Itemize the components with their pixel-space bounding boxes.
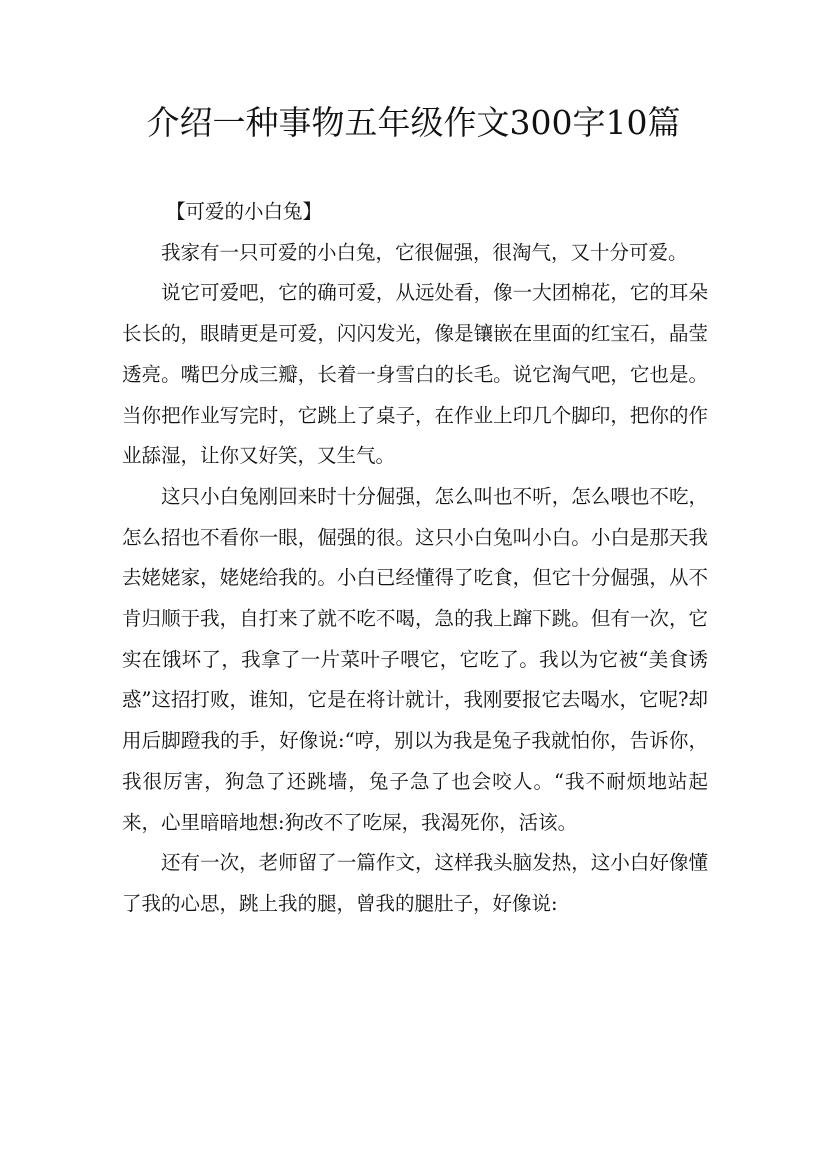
paragraph-1: 我家有一只可爱的小白兔，它很倔强，很淘气，又十分可爱。: [161, 240, 688, 264]
paragraph-2: 说它可爱吧，它的确可爱，从远处看，像一大团棉花，它的耳朵长长的，眼睛更是可爱，闪闪发光，像是镶嵌在里面的红宝石，晶莹透亮。嘴巴分成三瓣，长着一身雪白的长毛。说它淘气吧，它也是。当你把作业写完时，它跳上了桌子，在作业上印几个脚印，把你的作业舔湿，让你又好笑，又生气。: [122, 281, 708, 468]
paragraph-3: 这只小白兔刚回来时十分倔强，怎么叫也不听，怎么喂也不吃，怎么招也不看你一眼，倔强的很。这只小白兔叫小白。小白是那天我去姥姥家，姥姥给我的。小白已经懂得了吃食，但它十分倔强，从不肯归顺于我，自打来了就不吃不喝，急的我上蹿下跳。但有一次，它实在饿坏了，我拿了一片菜叶子喂它，它吃了。我以为它被“美食诱惑”这招打败，谁知，它是在将计就计，我刚要报它去喝水，它呢?却用后脚蹬我的手，好像说:“哼，别以为我是兔子我就怕你，告诉你，我很厉害，狗急了还跳墙，兔子急了也会咬人。“我不耐烦地站起来，心里暗暗地想:狗改不了吃屎，我渴死你，活该。: [122, 484, 708, 834]
document-body: [122, 192, 708, 925]
paragraph-4: 还有一次，老师留了一篇作文，这样我头脑发热，这小白好像懂了我的心思，跳上我的腿，曾我的腿肚子，好像说:: [122, 851, 708, 915]
document-title: 介绍一种事物五年级作文300字10篇: [146, 103, 681, 142]
section-heading: 【可爱的小白兔】: [166, 200, 323, 223]
